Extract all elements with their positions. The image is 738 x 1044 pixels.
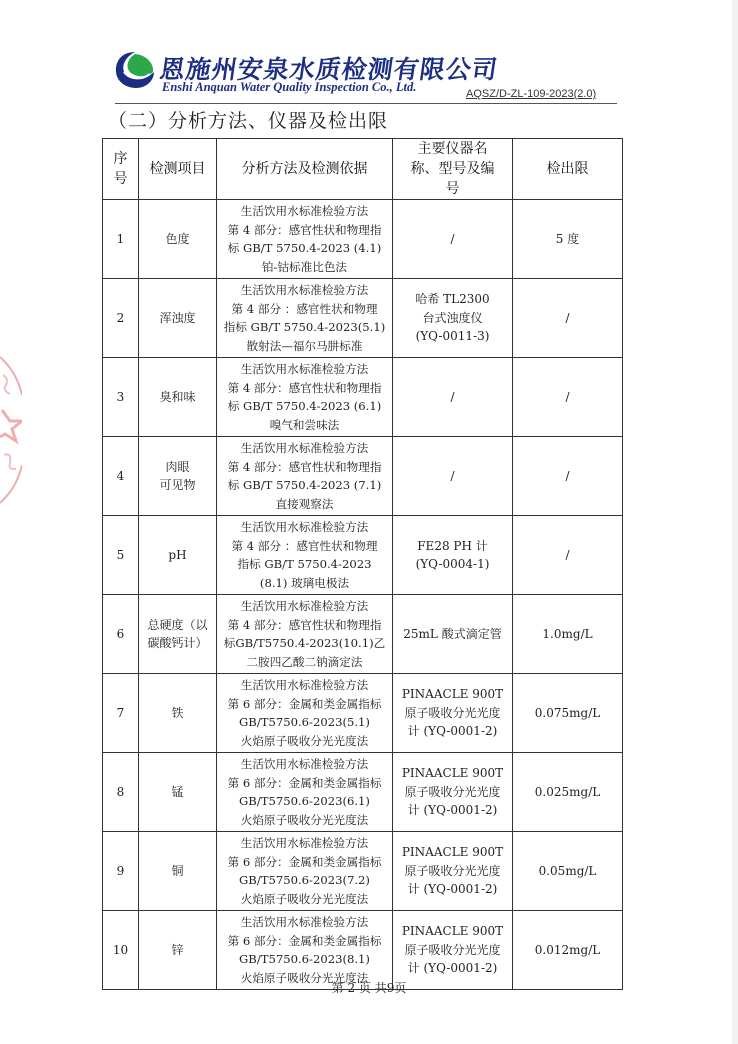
method-line: 第 4 部分 ：感官性状和物理 xyxy=(231,301,378,316)
cell-detection-limit: 5 度 xyxy=(513,200,623,279)
header-detection-limit: 检出限 xyxy=(513,139,623,200)
method-line: (8.1) 玻璃电极法 xyxy=(259,575,350,590)
table-row xyxy=(103,674,623,753)
method-line: 指标 GB/T 5750.4-2023 xyxy=(237,557,372,571)
method-line: 生活饮用水标准检验方法 xyxy=(240,599,369,613)
method-line: 第 4 部分：感官性状和物理指 xyxy=(227,617,382,632)
instrument-line: 计 (YQ-0001-2) xyxy=(407,803,498,818)
cell-method xyxy=(217,753,393,832)
method-line: 生活饮用水标准检验方法 xyxy=(240,204,369,218)
method-line: 生活饮用水标准检验方法 xyxy=(240,283,369,297)
method-line: 标 GB/T 5750.4-2023 (6.1) xyxy=(227,399,382,413)
method-line: 第 6 部分：金属和类金属指标 xyxy=(227,775,382,790)
cell-detection-limit: / xyxy=(513,358,623,437)
method-line: GB/T5750.6-2023(8.1) xyxy=(239,952,370,966)
page-number: 第 2 页 共9页 xyxy=(331,981,407,995)
instrument-line: (YQ-0004-1) xyxy=(415,557,490,571)
method-line: 火焰原子吸收分光光度法 xyxy=(240,970,369,985)
instrument-line: / xyxy=(450,389,455,404)
instrument-line: PINAACLE 900T xyxy=(401,687,504,702)
cell-detection-limit: / xyxy=(513,437,623,516)
method-line: 生活饮用水标准检验方法 xyxy=(240,362,369,376)
method-line: 标GB/T5750.4-2023(10.1)乙 xyxy=(223,636,386,650)
instrument-line: / xyxy=(450,468,455,483)
cell-test-item: 臭和味 xyxy=(139,358,217,437)
header-instrument: 主要仪器名称、型号及编号 xyxy=(393,139,513,200)
method-line: 二胺四乙酸二钠滴定法 xyxy=(246,654,363,669)
cell-detection-limit: 0.025mg/L xyxy=(513,753,623,832)
method-line: 生活饮用水标准检验方法 xyxy=(240,915,369,929)
cell-method xyxy=(217,832,393,911)
header-rule xyxy=(115,103,617,104)
method-line: 火焰原子吸收分光光度法 xyxy=(240,733,369,748)
method-line: 铂-钴标准比色法 xyxy=(261,259,348,274)
cell-method xyxy=(217,358,393,437)
instrument-line: FE28 PH 计 xyxy=(417,538,488,553)
method-line: 第 6 部分：金属和类金属指标 xyxy=(227,696,382,711)
method-line: 指标 GB/T 5750.4-2023(5.1) xyxy=(223,320,386,334)
table-header-row xyxy=(103,139,623,200)
method-line: 嗅气和尝味法 xyxy=(269,417,340,432)
seal-stamp-fragment xyxy=(0,355,22,505)
cell-serial-number: 7 xyxy=(103,674,139,753)
cell-instrument xyxy=(393,674,513,753)
instrument-line: 哈希 TL2300 xyxy=(415,292,490,307)
cell-test-item: 肉眼 可见物 xyxy=(139,437,217,516)
page-edge xyxy=(732,0,738,1044)
instrument-line: 计 (YQ-0001-2) xyxy=(407,882,498,897)
cell-test-item: pH xyxy=(139,516,217,595)
cell-test-item: 色度 xyxy=(139,200,217,279)
cell-detection-limit: / xyxy=(513,516,623,595)
instrument-line: 计 (YQ-0001-2) xyxy=(407,961,498,976)
instrument-line: PINAACLE 900T xyxy=(401,845,504,860)
cell-test-item: 铁 xyxy=(139,674,217,753)
instrument-line: 台式浊度仪 xyxy=(422,310,483,325)
table-row xyxy=(103,200,623,279)
instrument-line: 原子吸收分光光度 xyxy=(404,784,501,799)
method-line: 生活饮用水标准检验方法 xyxy=(240,836,369,850)
cell-test-item: 总硬度（以 碳酸钙计） xyxy=(139,595,217,674)
cell-method xyxy=(217,200,393,279)
cell-instrument xyxy=(393,753,513,832)
method-line: 第 4 部分：感官性状和物理指 xyxy=(227,380,382,395)
table-row xyxy=(103,832,623,911)
cell-serial-number: 6 xyxy=(103,595,139,674)
table-body xyxy=(103,200,623,990)
method-line: GB/T5750.6-2023(7.2) xyxy=(239,873,370,887)
method-line: GB/T5750.6-2023(6.1) xyxy=(239,794,370,808)
instrument-line: 计 (YQ-0001-2) xyxy=(407,724,498,739)
method-line: GB/T5750.6-2023(5.1) xyxy=(239,715,370,729)
cell-test-item: 锌 xyxy=(139,911,217,990)
cell-test-item: 浑浊度 xyxy=(139,279,217,358)
cell-serial-number: 9 xyxy=(103,832,139,911)
header-serial-number: 序号 xyxy=(103,139,139,200)
method-line: 第 6 部分：金属和类金属指标 xyxy=(227,933,382,948)
method-line: 直接观察法 xyxy=(275,496,334,511)
instrument-line: PINAACLE 900T xyxy=(401,924,504,939)
cell-method xyxy=(217,516,393,595)
instrument-line: 原子吸收分光光度 xyxy=(404,705,501,720)
instrument-line: 原子吸收分光光度 xyxy=(404,942,501,957)
document-code: AQSZ/D-ZL-109-2023(2.0) xyxy=(466,88,597,100)
table-row xyxy=(103,753,623,832)
cell-method xyxy=(217,674,393,753)
cell-method xyxy=(217,911,393,990)
cell-serial-number: 4 xyxy=(103,437,139,516)
cell-serial-number: 8 xyxy=(103,753,139,832)
method-line: 生活饮用水标准检验方法 xyxy=(240,441,369,455)
method-line: 火焰原子吸收分光光度法 xyxy=(240,891,369,906)
cell-detection-limit: 0.012mg/L xyxy=(513,911,623,990)
instrument-line: 原子吸收分光光度 xyxy=(404,863,501,878)
cell-instrument xyxy=(393,516,513,595)
cell-method xyxy=(217,595,393,674)
cell-detection-limit: 0.05mg/L xyxy=(513,832,623,911)
cell-instrument xyxy=(393,200,513,279)
cell-instrument xyxy=(393,911,513,990)
method-line: 第 4 部分：感官性状和物理指 xyxy=(227,222,382,237)
method-line: 火焰原子吸收分光光度法 xyxy=(240,812,369,827)
cell-detection-limit: 1.0mg/L xyxy=(513,595,623,674)
header-test-item: 检测项目 xyxy=(139,139,217,200)
instrument-line: 25mL 酸式滴定管 xyxy=(403,626,502,641)
cell-serial-number: 10 xyxy=(103,911,139,990)
method-line: 生活饮用水标准检验方法 xyxy=(240,520,369,534)
section-title: （二）分析方法、仪器及检出限 xyxy=(108,110,389,132)
cell-serial-number: 2 xyxy=(103,279,139,358)
cell-test-item: 锰 xyxy=(139,753,217,832)
method-line: 生活饮用水标准检验方法 xyxy=(240,678,369,692)
method-line: 生活饮用水标准检验方法 xyxy=(240,757,369,771)
instrument-line: / xyxy=(450,231,455,246)
company-logo-icon xyxy=(112,50,158,90)
cell-instrument xyxy=(393,279,513,358)
table-row xyxy=(103,911,623,990)
table-row xyxy=(103,437,623,516)
cell-instrument xyxy=(393,832,513,911)
cell-test-item: 铜 xyxy=(139,832,217,911)
cell-instrument xyxy=(393,437,513,516)
method-line: 散射法—福尔马肼标准 xyxy=(246,338,363,353)
company-name-english: Enshi Anquan Water Quality Inspection Co., Ltd. xyxy=(162,80,417,94)
instrument-line: (YQ-0011-3) xyxy=(415,329,490,344)
method-line: 第 4 部分 ：感官性状和物理 xyxy=(231,538,378,553)
methods-table xyxy=(102,138,623,990)
method-line: 第 6 部分：金属和类金属指标 xyxy=(227,854,382,869)
cell-method xyxy=(217,279,393,358)
cell-serial-number: 3 xyxy=(103,358,139,437)
cell-instrument xyxy=(393,595,513,674)
method-line: 标 GB/T 5750.4-2023 (4.1) xyxy=(227,241,382,255)
cell-detection-limit: / xyxy=(513,279,623,358)
method-line: 标 GB/T 5750.4-2023 (7.1) xyxy=(227,478,382,492)
cell-serial-number: 5 xyxy=(103,516,139,595)
cell-instrument xyxy=(393,358,513,437)
cell-method xyxy=(217,437,393,516)
company-name-chinese: 恩施州安泉水质检测有限公司 xyxy=(157,55,500,84)
header-method: 分析方法及检测依据 xyxy=(217,139,393,200)
table-row xyxy=(103,358,623,437)
instrument-line: PINAACLE 900T xyxy=(401,766,504,781)
table-row xyxy=(103,516,623,595)
table-row xyxy=(103,595,623,674)
cell-serial-number: 1 xyxy=(103,200,139,279)
method-line: 第 4 部分：感官性状和物理指 xyxy=(227,459,382,474)
table-row xyxy=(103,279,623,358)
cell-detection-limit: 0.075mg/L xyxy=(513,674,623,753)
